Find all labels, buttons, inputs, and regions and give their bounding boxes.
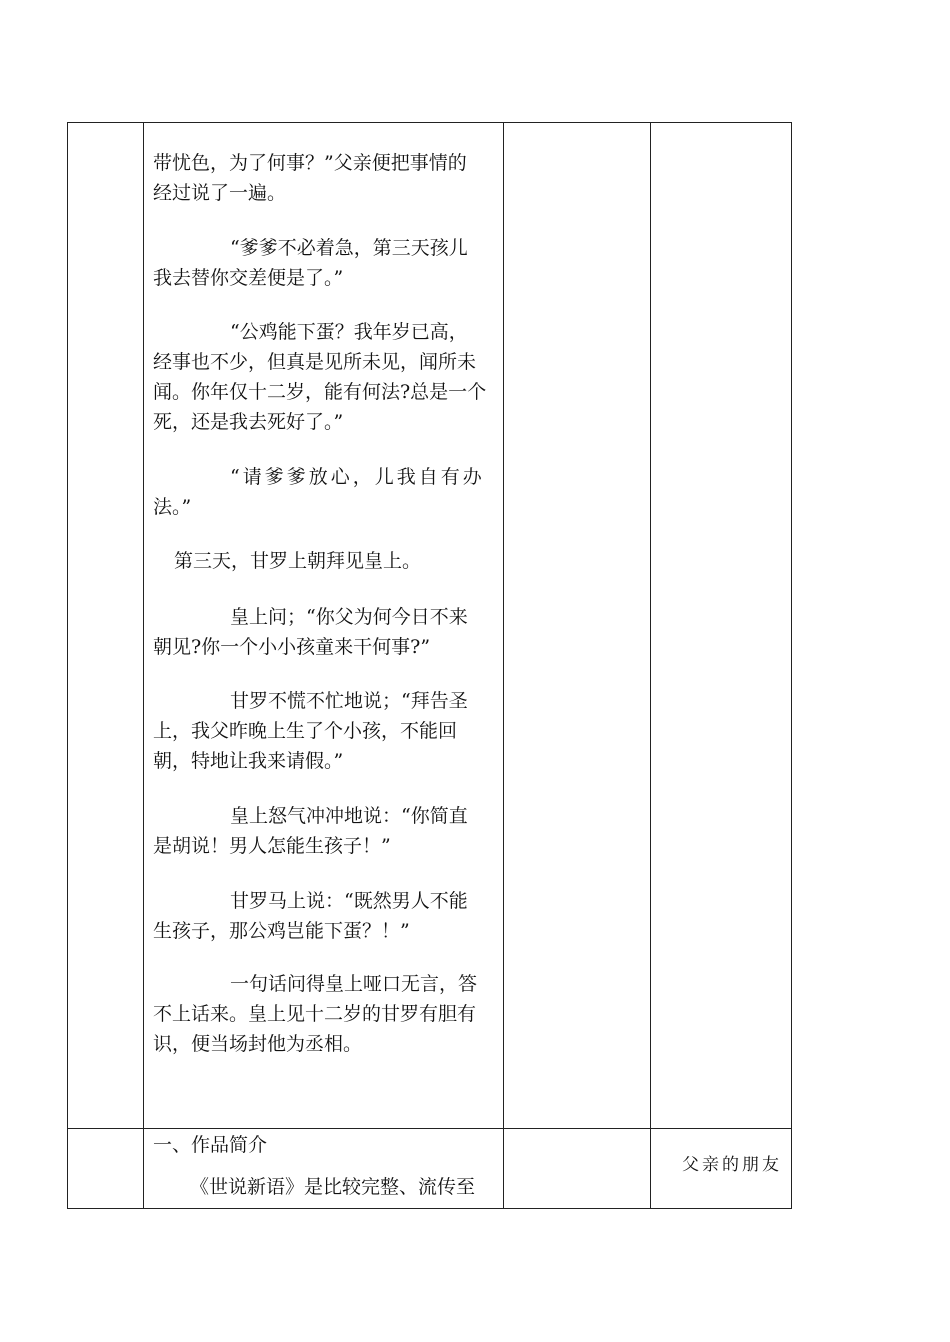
story-line: 朝，特地让我来请假。” xyxy=(153,750,344,772)
story-line: 朝见?你一个小小孩童来干何事?” xyxy=(153,636,431,658)
story-line: 不上话来。皇上见十二岁的甘罗有胆有 xyxy=(153,1003,477,1025)
table-top-border xyxy=(67,122,792,123)
story-line: 识，便当场封他为丞相。 xyxy=(153,1033,363,1055)
table-right-border xyxy=(791,122,792,1209)
story-line: 是胡说！男人怎能生孩子！” xyxy=(153,835,391,857)
note-text: 父亲的朋友 xyxy=(682,1155,782,1175)
story-line: 甘罗马上说：“既然男人不能 xyxy=(230,890,468,912)
story-line: 经事也不少，但真是见所未见，闻所未 xyxy=(153,351,477,373)
story-line: 我去替你交差便是了。” xyxy=(153,267,344,289)
story-line: 法。” xyxy=(153,496,192,518)
story-line: 死，还是我去死好了。” xyxy=(153,411,344,433)
story-line: 生孩子，那公鸡岂能下蛋？！” xyxy=(153,920,410,942)
story-line: 带忧色，为了何事？”父亲便把事情的 xyxy=(153,152,467,174)
story-line: 皇上问；“你父为何今日不来 xyxy=(230,606,468,628)
story-line: 经过说了一遍。 xyxy=(153,182,287,204)
table-row-divider xyxy=(67,1128,792,1129)
story-line: 闻。你年仅十二岁，能有何法?总是一个 xyxy=(153,381,487,403)
story-line: 第三天，甘罗上朝拜见皇上。 xyxy=(174,550,422,572)
story-line: 上，我父昨晚上生了个小孩，不能回 xyxy=(153,720,458,742)
section-heading: 一、作品简介 xyxy=(153,1134,268,1156)
story-line: 皇上怒气冲冲地说：“你简直 xyxy=(230,805,468,827)
table-col-divider-3 xyxy=(650,122,651,1209)
story-line: “爹爹不必着急，第三天孩儿 xyxy=(230,237,468,259)
table-bottom-border xyxy=(67,1208,792,1209)
table-left-border xyxy=(67,122,68,1209)
intro-line: 《世说新语》是比较完整、流传至 xyxy=(190,1176,476,1198)
table-col-divider-1 xyxy=(143,122,144,1209)
table-col-divider-2 xyxy=(503,122,504,1209)
story-line: 一句话问得皇上哑口无言，答 xyxy=(230,973,478,995)
story-line: “请爹爹放心，儿我自有办 xyxy=(230,466,485,488)
story-line: 甘罗不慌不忙地说；“拜告圣 xyxy=(230,690,468,712)
story-line: “公鸡能下蛋？我年岁已高， xyxy=(230,321,468,343)
